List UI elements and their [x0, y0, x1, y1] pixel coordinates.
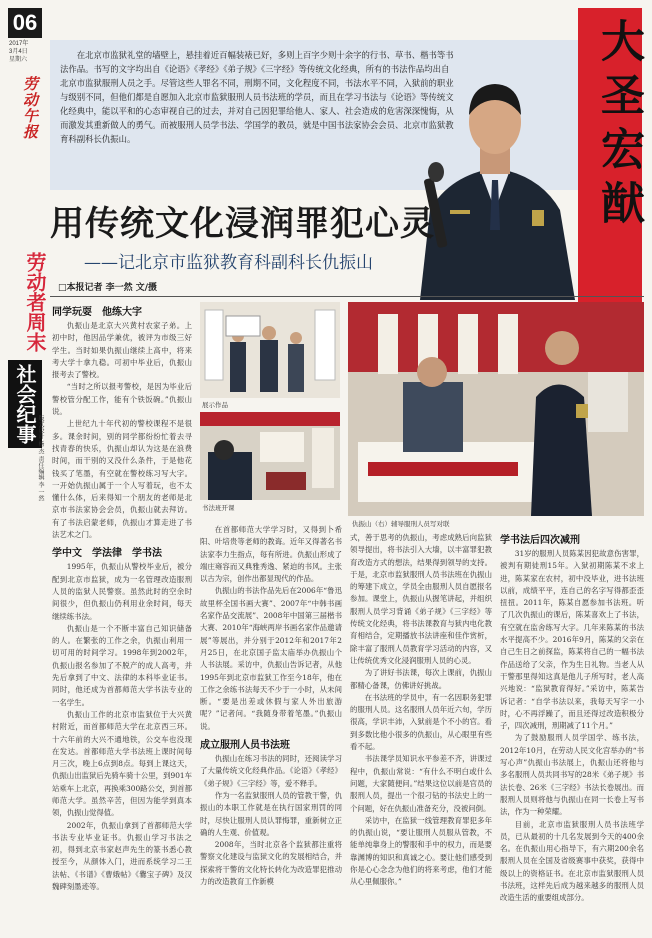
photo-caption-class: 书法班开课 — [202, 504, 235, 512]
paragraph: 在书法班的学员中，有一名因职务犯罪的服刑人员。这名服刑人员年近六旬，学历很高，学识丰沛，入狱前是个不小的官。看到多数比他小很多的仇振山，从心眼里有些看不起。 — [350, 692, 492, 752]
officer-portrait-photo — [410, 60, 580, 300]
article-column-1 — [52, 300, 192, 930]
photo-caption-exhibit: 展示作品 — [202, 401, 228, 409]
section-title: 劳动者周末 — [23, 252, 47, 352]
headline: 用传统文化浸润罪犯心灵 — [50, 204, 435, 244]
paragraph: 书法课学员知识水平参差不齐，讲课过程中，仇振山常说：“有什么不明白或什么问题，大家随便问。”结果这位以前是官员的服刑人员，提出一个很刁钻的书法史上的一个问题，好在仇振山准备充分，没被问倒。 — [350, 754, 492, 813]
paragraph: 2002年，仇振山拿到了首都师范大学书法专业毕业证书。仇振山学习书法之初，得到北京书家赵声先生的篆书悉心教授至今，从颜体入门，进而系统学习二王法帖、《书谱》《曹娥帖》《爨宝子碑》及汉魏碑刻墨迹等。 — [52, 820, 192, 892]
page-number: 06 — [8, 8, 42, 38]
paragraph: 仇振山是北京大兴黄村农家子弟。上初中时，他因品学兼优，被评为市级三好学生。当时如果仇振山继续上高中，将来考大学十拿九稳。可初中毕业后，仇振山报考去了警校。 — [52, 321, 192, 380]
byline: □本报记者 李一然 文/摄 — [58, 283, 158, 293]
newspaper-logo: 劳动午报 — [21, 76, 39, 140]
class-photo — [200, 412, 340, 500]
section-subtitle: 社会纪事 — [8, 360, 42, 448]
paragraph: 式，善于思考的仇振山，考虑成熟后向监狱领导提出，将书法引入大墙，以丰富罪犯教育改造方式的想法，结果得到领导的支持。于是，北京市监狱服刑人员书法班在仇振山的筹建下成立，学员全由服刑人员自愿报名参加。课堂上，仇振山从握笔讲起，并组织服刑人员学习背诵《弟子规》《三字经》等传统文化经典，将书法课教育与狱内电化教育相结合，定期播放书法讲座和佳作赏析，除丰富了服刑人员教育学习活动的内容，又让传统优秀文化浸润服刑人员的心灵。 — [350, 533, 492, 665]
paragraph: 仇振山工作的北京市监狱位于大兴黄村附近，而首都师范大学在北京西三环。十六年前的大兴不通地铁，公交车也没现在发达。首都师范大学书法班上课时间每月三次，晚上6点到8点。每到上课这天，仇振山出监狱后先骑车骑十公里，到901车站乘车上北京，再换乘300路公交，到首都师范大学。虽然辛苦，但因为能学到真本领，仇振山觉得值。 — [52, 709, 192, 818]
article-column-4 — [500, 528, 644, 930]
paragraph: 上世纪九十年代初的警校课程不是很多。课余时间，别的同学都纷纷忙着去寻找青春的快乐，仇振山却认为这是在浪费时间，而干别的又没什么条件，于是他花钱买了笔墨，有空就在警校练习写大字。一开始仇振山属于一个人写着玩，也不太懂什么体，后来得知一个朋友的老师是北京市书法家协会会员，仇振山就去拜访。有了书法启蒙老师，仇振山才算走进了书法艺术之门。 — [52, 419, 192, 540]
paragraph: “当时之所以报考警校，是因为毕业后警校管分配工作，能有个铁饭碗。”仇振山说。 — [52, 382, 192, 417]
paragraph: 为了讲好书法课，每次上课前，仇振山都精心备课，仿佛讲好挑战。 — [350, 668, 492, 690]
date-weekday: 星期六 — [9, 57, 28, 63]
article-column-2 — [200, 524, 342, 930]
tutoring-photo — [348, 302, 644, 516]
section-heading: 学中文 学法律 学书法 — [52, 548, 162, 560]
intro-text: 在北京市监狱礼堂的墙壁上，悬挂着近百幅装裱已好，多则上百字少则十余字的行书、草书、楷书等书法作品。书写的文字均出自《论语》《孝经》《弟子规》《三字经》等传统文化经典，所有的书法作品均出自北京市监狱服刑人员之手。尽管这些人罪名不同，刑期不同，文化程度不同，书法水平不同，入狱前的职业与级别不同，但他们都是自愿加入北京市监狱服刑人员书法班的学员，而且在学习书法与《论语》等传统文化经典中，能以平和的心态审视自己的过去，并对自己因犯罪给他人、家人、社会造成的危害深深愧悔，从而激发其重新做人的勇气。而被服刑人员学书法、学国学的教员，就是中国书法家协会会员、北京市监狱教育科副科长仇振山。 — [60, 50, 454, 144]
paragraph: 采访中，在监狱一线管理教育罪犯多年的仇振山说，“要让服刑人员服从管教，不能单纯靠身上的警服和手中的权力，而是要靠渊博的知识和真诚之心。要让他们感受到你是心心念念为他们的将来考虑，他们才能从心里佩服你。” — [350, 815, 492, 887]
photo-caption-tutor: 仇振山（右）辅导服刑人员写对联 — [352, 520, 450, 528]
paragraph: 仇振山在练习书法的同时，还阅读学习了大量传统文化经典作品。《论语》《孝经》《弟子规》《三字经》等，爱不释手。 — [200, 754, 342, 788]
paragraph: 为了鼓励服刑人员学国学、练书法，2012年10月，在劳动人民文化宫举办的“书写心声”仇振山书法展上，仇振山还将他与多名服刑人员共同书写的28米《弟子规》书法长卷、26米《三字经》书法长卷展出。而服刑人员则将他与仇振山在同一长卷上写书法，作为一种荣耀。 — [500, 733, 644, 817]
section-heading: 同学玩耍 他练大字 — [52, 307, 142, 318]
divider — [50, 296, 644, 297]
subheadline: ——记北京市监狱教育科副科长仇振山 — [84, 253, 373, 273]
paragraph: 2008年，当时北京各个监狱都注重将警察文化建设与监狱文化的发展相结合，并探索将干警的文化特长转化为改造罪犯推动力的改造教育工作新模 — [200, 840, 342, 887]
date-day: 3月4日 — [9, 49, 28, 55]
paragraph: 仇振山是一个不断丰富自己知识储备的人。在繁张的工作之余，仇振山利用一切可用的时间学习。1998年到2002年，仇振山报名参加了不脱产的成人高考，并先后拿到了中文、法律的本科毕业证书。同时，他还成为首都师范大学书法专业的一名学生。 — [52, 623, 192, 707]
issue-date — [9, 40, 43, 64]
paragraph: 1995年，仇振山从警校毕业后，被分配到北京市监狱，成为一名管理改造服刑人员的监狱人民警察。虽然此时的空余时间很少，但仇振山仍利用业余时间，每天继续练书法。 — [52, 562, 192, 621]
paragraph: 目前，北京市监狱服刑人员书法班学员，已从最初的十几名发展到今天的400余名。在仇振山用心指导下，有六期200余名服刑人员在全国及省级赛事中获奖，获得中级以上的资格证书。在北京市监狱服刑人员书法班，这样先后成为越来越多的服刑人员改造生活的重要组成部分。 — [500, 819, 644, 903]
section-heading: 学书法后四次减刑 — [500, 535, 580, 546]
paragraph: 作为一名监狱服刑人员的管教干警，仇振山的本职工作就是在执行国家刑罚的同时，尽快让服刑人员认罪悔罪，重新树立正确的人生观、价值观。 — [200, 790, 342, 837]
exhibit-photo — [200, 302, 340, 398]
date-year: 2017年 — [9, 41, 29, 47]
paragraph: 在首都师范大学学习时，又得到卜希阳、叶培贵等老师的教诲。近年又得著名书法家李力生指点，每有所进。仇振山形成了端庄雍容而又典雅秀逸、紧迫的书风。主张以古为宗，创作出都显现代的作品。 — [200, 525, 342, 584]
paragraph: 31岁的服刑人员陈某因犯故意伤害罪，被判有期徒刑15年。入狱初期陈某不求上进，陈某家在农村，初中没毕业，进书法班以前，成绩平平，连自己的名字写得都歪歪扭扭。2011年，陈某自愿参加书法班。听了几次仇振山的课后，陈某喜欢上了书法，有空就在监舍练写大字。几年来陈某的书法水平提高不少。2016年9月，陈某的父亲在自己生日之前探监，陈某将自己的一幅书法作品送给了父亲，作为生日礼物。当老人从干警那里得知这真是他儿子所写时，老人高兴地说：“监狱教育得好。”采访中，陈某告诉记者：“自学书法以来，我每天写字一小时，心不再浮躁了，而且还得过改造积极分子，四次减刑，刑期减了11个月。” — [500, 549, 644, 731]
article-column-3 — [350, 532, 492, 930]
paragraph: 仇振山的书法作品先后在2006年“鲁迅故里杯全国书画大赛”、2007年“中韩书画名家作品交流展”、2008年中国第三届楷书大赛、2010年“海峡两岸书画名家作品邀请展”等展出，并分别于2012年和2017年2月25日，在北京国子监太庙举办仇振山个人书法展。采访中，仇振山告诉记者，从他1995年到北京市监狱工作至今18年，他在工作之余练书法每天不少于一小时，从未间断。“要是出差或休假与家人外出旅游呢？”记者问。“我随身带着笔墨。”仇振山说。 — [200, 586, 342, 731]
section-heading: 成立服刑人员书法班 — [200, 740, 290, 752]
editor-credits: 版式设计 杨 杰 责任编辑 李 一然 — [37, 415, 43, 502]
calligraphy-banner — [578, 8, 642, 308]
calligraphy-text: 大圣宏猷 — [593, 18, 644, 234]
